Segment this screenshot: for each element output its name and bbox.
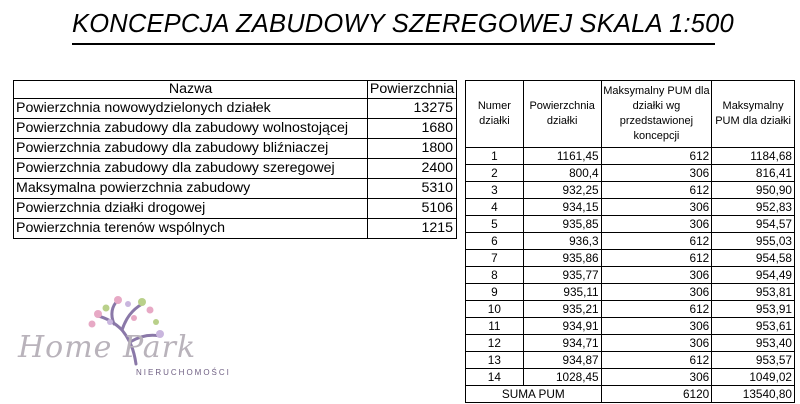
summary-name: Maksymalna powierzchnia zabudowy bbox=[14, 179, 368, 199]
plot-area: 934,71 bbox=[523, 335, 601, 352]
plot-pum-max: 953,81 bbox=[712, 284, 795, 301]
summary-row bbox=[14, 139, 457, 159]
plot-row bbox=[466, 199, 795, 216]
summary-value: 13275 bbox=[368, 99, 457, 119]
page-title: KONCEPCJA ZABUDOWY SZEREGOWEJ SKALA 1:500 bbox=[72, 9, 715, 45]
plot-pum-max: 1184,68 bbox=[712, 148, 795, 165]
plot-area: 935,11 bbox=[523, 284, 601, 301]
plot-row bbox=[466, 352, 795, 369]
plot-pum-concept: 306 bbox=[601, 165, 712, 182]
plot-row bbox=[466, 335, 795, 352]
sum-row bbox=[466, 386, 795, 403]
summary-row bbox=[14, 99, 457, 119]
plot-row bbox=[466, 165, 795, 182]
plot-row bbox=[466, 267, 795, 284]
plot-pum-concept: 612 bbox=[601, 182, 712, 199]
plot-pum-max: 816,41 bbox=[712, 165, 795, 182]
plot-row bbox=[466, 182, 795, 199]
summary-table bbox=[13, 80, 457, 239]
summary-name: Powierzchnia zabudowy dla zabudowy szeregowej bbox=[14, 159, 368, 179]
plot-row bbox=[466, 233, 795, 250]
summary-value: 1680 bbox=[368, 119, 457, 139]
header-nazwa: Nazwa bbox=[14, 81, 368, 99]
plot-pum-max: 954,49 bbox=[712, 267, 795, 284]
plot-pum-max: 953,40 bbox=[712, 335, 795, 352]
summary-value: 1800 bbox=[368, 139, 457, 159]
plot-area: 934,15 bbox=[523, 199, 601, 216]
plots-table bbox=[465, 80, 795, 403]
summary-row bbox=[14, 119, 457, 139]
plot-row bbox=[466, 250, 795, 267]
plot-pum-concept: 612 bbox=[601, 233, 712, 250]
plot-row bbox=[466, 301, 795, 318]
plot-pum-concept: 612 bbox=[601, 301, 712, 318]
plot-area: 935,77 bbox=[523, 267, 601, 284]
plot-area: 936,3 bbox=[523, 233, 601, 250]
summary-row bbox=[14, 219, 457, 239]
plot-pum-max: 952,83 bbox=[712, 199, 795, 216]
plot-number: 14 bbox=[466, 369, 524, 386]
plot-pum-max: 954,58 bbox=[712, 250, 795, 267]
plot-number: 11 bbox=[466, 318, 524, 335]
header-pum-max: Maksymalny PUM dla działki bbox=[712, 81, 795, 148]
plot-number: 5 bbox=[466, 216, 524, 233]
plot-area: 934,87 bbox=[523, 352, 601, 369]
logo-name: Home Park bbox=[18, 330, 197, 365]
plot-pum-concept: 306 bbox=[601, 216, 712, 233]
plot-area: 935,21 bbox=[523, 301, 601, 318]
plot-number: 13 bbox=[466, 352, 524, 369]
plot-number: 2 bbox=[466, 165, 524, 182]
plot-pum-max: 1049,02 bbox=[712, 369, 795, 386]
plot-pum-concept: 306 bbox=[601, 267, 712, 284]
summary-value: 5310 bbox=[368, 179, 457, 199]
header-powierzchnia-dzialki: Powierzchnia działki bbox=[523, 81, 601, 148]
plot-pum-concept: 306 bbox=[601, 318, 712, 335]
summary-header-row bbox=[14, 81, 457, 99]
plot-number: 1 bbox=[466, 148, 524, 165]
plot-number: 3 bbox=[466, 182, 524, 199]
plot-number: 8 bbox=[466, 267, 524, 284]
summary-name: Powierzchnia zabudowy dla zabudowy wolnostojącej bbox=[14, 119, 368, 139]
summary-name: Powierzchnia zabudowy dla zabudowy bliźniaczej bbox=[14, 139, 368, 159]
header-powierzchnia: Powierzchnia bbox=[368, 81, 457, 99]
sum-pum-max: 13540,80 bbox=[712, 386, 795, 403]
plot-row bbox=[466, 318, 795, 335]
summary-row bbox=[14, 159, 457, 179]
plot-area: 1161,45 bbox=[523, 148, 601, 165]
plot-number: 9 bbox=[466, 284, 524, 301]
plot-pum-concept: 306 bbox=[601, 199, 712, 216]
plot-number: 4 bbox=[466, 199, 524, 216]
plot-pum-concept: 612 bbox=[601, 352, 712, 369]
plot-area: 935,86 bbox=[523, 250, 601, 267]
plot-area: 934,91 bbox=[523, 318, 601, 335]
plot-row bbox=[466, 369, 795, 386]
plot-pum-concept: 612 bbox=[601, 250, 712, 267]
logo-subtitle: NIERUCHOMOŚCI bbox=[136, 368, 231, 377]
plot-pum-max: 954,57 bbox=[712, 216, 795, 233]
plots-header-row bbox=[466, 81, 795, 148]
plot-area: 800,4 bbox=[523, 165, 601, 182]
plot-pum-max: 950,90 bbox=[712, 182, 795, 199]
header-numer-dzialki: Numer działki bbox=[466, 81, 524, 148]
plot-area: 935,85 bbox=[523, 216, 601, 233]
sum-label: SUMA PUM bbox=[466, 386, 602, 403]
plot-number: 7 bbox=[466, 250, 524, 267]
plot-number: 10 bbox=[466, 301, 524, 318]
plot-row bbox=[466, 284, 795, 301]
summary-row bbox=[14, 179, 457, 199]
plot-pum-max: 955,03 bbox=[712, 233, 795, 250]
plot-pum-max: 953,61 bbox=[712, 318, 795, 335]
summary-name: Powierzchnia nowowydzielonych działek bbox=[14, 99, 368, 119]
plot-pum-max: 953,57 bbox=[712, 352, 795, 369]
plot-row bbox=[466, 148, 795, 165]
plot-area: 1028,45 bbox=[523, 369, 601, 386]
plot-area: 932,25 bbox=[523, 182, 601, 199]
plot-number: 6 bbox=[466, 233, 524, 250]
summary-value: 5106 bbox=[368, 199, 457, 219]
summary-name: Powierzchnia terenów wspólnych bbox=[14, 219, 368, 239]
plot-row bbox=[466, 216, 795, 233]
summary-value: 1215 bbox=[368, 219, 457, 239]
header-pum-koncepcja: Maksymalny PUM dla działki wg przedstawionej koncepcji bbox=[601, 81, 712, 148]
plot-pum-concept: 306 bbox=[601, 335, 712, 352]
plot-pum-concept: 306 bbox=[601, 284, 712, 301]
plot-number: 12 bbox=[466, 335, 524, 352]
plot-pum-concept: 306 bbox=[601, 369, 712, 386]
summary-value: 2400 bbox=[368, 159, 457, 179]
summary-row bbox=[14, 199, 457, 219]
summary-name: Powierzchnia działki drogowej bbox=[14, 199, 368, 219]
sum-pum-concept: 6120 bbox=[601, 386, 712, 403]
plot-pum-max: 953,91 bbox=[712, 301, 795, 318]
plot-pum-concept: 612 bbox=[601, 148, 712, 165]
